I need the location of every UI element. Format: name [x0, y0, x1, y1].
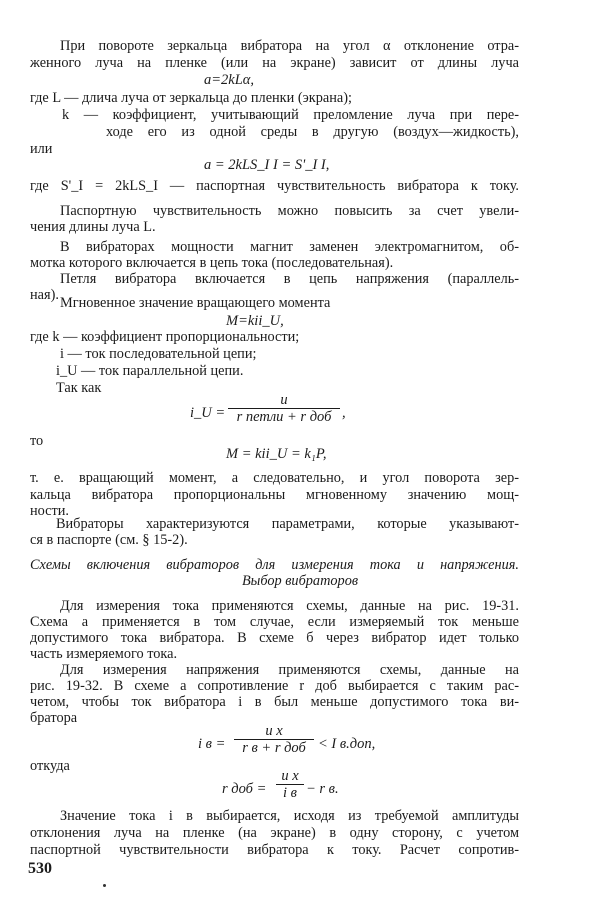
- text-line: часть измеряемого тока.: [30, 646, 178, 662]
- formula-lhs: i в =: [198, 736, 226, 752]
- text-line: где L — длича луча от зеркальца до пленки (экрана);: [30, 90, 352, 106]
- denominator: r петли + r доб: [228, 408, 340, 425]
- text-line: паспортной чувствительности вибратора к току. Расчет сопротив-: [30, 842, 519, 858]
- text-line: отклонения луча на пленке (на экране) в одну сторону, с учетом: [30, 825, 519, 841]
- section-heading: Схемы включения вибраторов для измерения тока и напряжения.: [30, 557, 519, 573]
- formula: M=kii_U,: [226, 313, 284, 329]
- formula-tail: ,: [342, 405, 346, 421]
- text-line: где S'_I = 2kLS_I — паспортная чувствительность вибратора к току.: [30, 178, 519, 194]
- text-line: откуда: [30, 758, 70, 774]
- text-line: мотка которого включается в цепь тока (последовательная).: [30, 255, 394, 271]
- text-line: Для измерения тока применяются схемы, данные на рис. 19-31.: [60, 598, 519, 614]
- text-line: кальца вибратора пропорциональны мгновенному значению мощ-: [30, 487, 519, 503]
- text-line: рис. 19-32. В схеме а сопротивление r доб выбирается с таким рас-: [30, 678, 519, 694]
- print-speck: [103, 884, 106, 887]
- text-line: При повороте зеркальца вибратора на угол α отклонение отра-: [60, 38, 519, 54]
- text-line: Значение тока i в выбирается, исходя из требуемой амплитуды: [60, 808, 519, 824]
- formula-tail: − r в.: [306, 781, 339, 797]
- text-line: Петля вибратора включается в цепь напряжения (параллель-: [60, 271, 519, 287]
- text-line: братора: [30, 710, 78, 726]
- text-line: В вибраторах мощности магнит заменен электромагнитом, об-: [60, 239, 519, 255]
- denominator: i в: [276, 784, 304, 801]
- text-line: ся в паспорте (см. § 15-2).: [30, 532, 188, 548]
- page-number: 530: [28, 860, 52, 877]
- numerator: u: [280, 392, 288, 408]
- numerator: u x: [281, 768, 299, 784]
- text-line: Паспортную чувствительность можно повысить за счет увели-: [60, 203, 519, 219]
- formula-lhs: r доб =: [222, 781, 267, 797]
- text-line: i — ток последовательной цепи;: [60, 346, 257, 362]
- fraction: [276, 768, 304, 801]
- formula: a = 2kLS_I I = S'_I I,: [204, 157, 330, 173]
- text-line: где k — коэффициент пропорциональности;: [30, 329, 300, 345]
- text-line: т. е. вращающий момент, а следовательно, и угол поворота зер-: [30, 470, 519, 486]
- formula: M = kii_U = k₁P,: [226, 446, 327, 462]
- formula-tail: < I в.доп,: [318, 736, 376, 752]
- text-line: ная).: [30, 287, 59, 303]
- text-line: i_U — ток параллельной цепи.: [56, 363, 244, 379]
- text-line: чения длины луча L.: [30, 219, 156, 235]
- text-line: или: [30, 141, 53, 157]
- numerator: u x: [265, 723, 283, 739]
- fraction: [228, 392, 340, 425]
- text-line: ности.: [30, 503, 69, 519]
- formula: a=2kLα,: [204, 72, 255, 88]
- text-line: Для измерения напряжения применяются схемы, данные на: [60, 662, 519, 678]
- text-line: то: [30, 433, 44, 449]
- text-line: Схема а применяется в том случае, если измеряемый ток меньше: [30, 614, 519, 630]
- text-line: допустимого тока вибратора. В схеме б через вибратор идет только: [30, 630, 519, 646]
- text-line: Вибраторы характеризуются параметрами, которые указывают-: [56, 516, 519, 532]
- text-line: Мгновенное значение вращающего момента: [60, 295, 331, 311]
- text-line: k — коэффициент, учитывающий преломление луча при пере-: [62, 107, 519, 123]
- text-line: женного луча на пленке (или на экране) зависит от длины луча: [30, 55, 519, 71]
- text-line: ходе его из одной среды в другую (воздух—жидкость),: [106, 124, 519, 140]
- fraction: [234, 723, 314, 756]
- denominator: r в + r доб: [234, 739, 314, 756]
- section-heading: Выбор вибраторов: [241, 573, 359, 589]
- formula-lhs: i_U =: [190, 405, 226, 421]
- text-line: четом, чтобы ток вибратора i в был меньше допустимого тока ви-: [30, 694, 519, 710]
- text-line: Так как: [56, 380, 102, 396]
